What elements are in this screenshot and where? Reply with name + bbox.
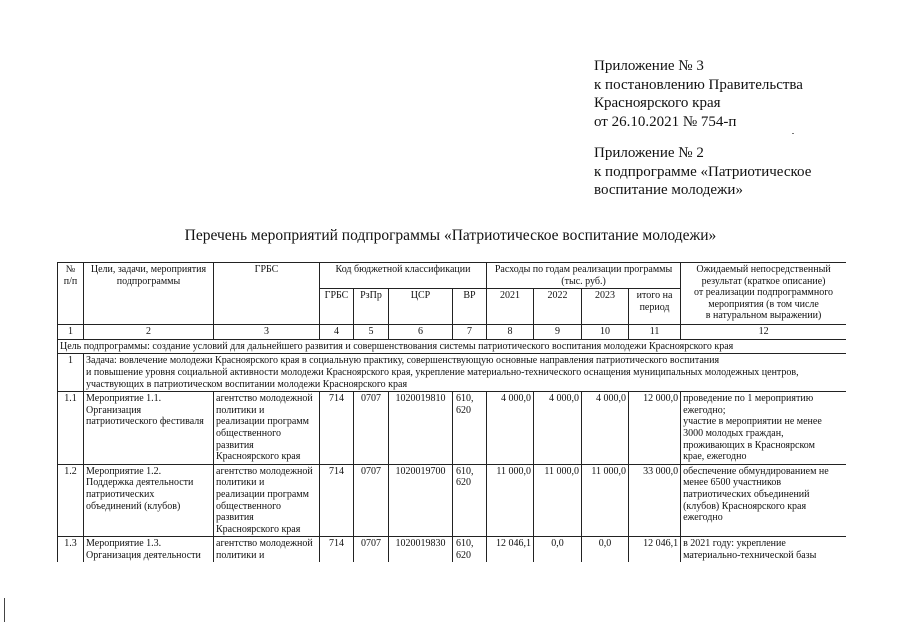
head-num: № п/п xyxy=(58,263,84,325)
goal-text: Цель подпрограммы: создание условий для дальнейшего развития и совершенствования системы патриотического воспитания молодежи Красноярского края xyxy=(58,339,847,354)
column-index: 7 xyxy=(453,325,487,340)
row-code-grbs: 714 xyxy=(320,464,354,537)
task-row xyxy=(58,354,847,392)
column-index-row xyxy=(58,325,847,340)
row-csr: 1020019810 xyxy=(389,392,453,465)
row-2022: 4 000,0 xyxy=(534,392,582,465)
row-grbs: агентство молодежной политики и реализации программ общественного развития Красноярского края xyxy=(214,464,320,537)
row-csr: 1020019700 xyxy=(389,464,453,537)
head-code-rzpr: РзПр xyxy=(354,289,389,325)
column-index: 6 xyxy=(389,325,453,340)
appendix-3-block xyxy=(594,57,803,131)
appendix-2-line: воспитание молодежи» xyxy=(594,182,743,198)
head-year-2021: 2021 xyxy=(487,289,534,325)
head-budget-code: Код бюджетной классификации xyxy=(320,263,487,289)
row-2021: 11 000,0 xyxy=(487,464,534,537)
scan-margin-mark xyxy=(4,598,5,622)
column-index: 5 xyxy=(354,325,389,340)
measures-table-container xyxy=(57,262,846,562)
row-total: 12 046,1 xyxy=(629,537,681,562)
row-2021: 12 046,1 xyxy=(487,537,534,562)
row-2022: 0,0 xyxy=(534,537,582,562)
head-code-grbs: ГРБС xyxy=(320,289,354,325)
row-name: Мероприятие 1.1. Организация патриотического фестиваля xyxy=(84,392,214,465)
appendix-3-line: Приложение № 3 xyxy=(594,58,704,74)
row-result: в 2021 году: укрепление материально-технической базы xyxy=(681,537,846,562)
row-name: Мероприятие 1.3. Организация деятельности xyxy=(84,537,214,562)
head-year-2023: 2023 xyxy=(582,289,629,325)
row-grbs: агентство молодежной политики и реализации программ общественного развития Красноярского края xyxy=(214,392,320,465)
appendix-2-line: к подпрограмме «Патриотическое xyxy=(594,163,812,180)
column-index: 3 xyxy=(214,325,320,340)
task-text: Задача: вовлечение молодежи Красноярского края в социальную практику, совершенствующую основные направления патриотического воспитания и повышение уровня социальной активности молодежи Красноярского края, укрепление материально-технического оснащения муниципальных молодежных центров, участвующих в патриотическом воспитании молодежи Красноярского края xyxy=(84,354,847,392)
head-goals: Цели, задачи, мероприятия подпрограммы xyxy=(84,263,214,325)
measures-table xyxy=(57,262,846,562)
head-code-vr: ВР xyxy=(453,289,487,325)
row-2021: 4 000,0 xyxy=(487,392,534,465)
row-csr: 1020019830 xyxy=(389,537,453,562)
row-vr: 610, 620 xyxy=(453,392,487,465)
row-rzpr: 0707 xyxy=(354,392,389,465)
head-result: Ожидаемый непосредственный результат (краткое описание) от реализации подпрограммного мероприятия (в том числе в натуральном выражении) xyxy=(681,263,846,325)
row-code-grbs: 714 xyxy=(320,392,354,465)
table-row xyxy=(58,537,847,562)
column-index: 10 xyxy=(582,325,629,340)
row-vr: 610, 620 xyxy=(453,464,487,537)
row-rzpr: 0707 xyxy=(354,464,389,537)
row-2022: 11 000,0 xyxy=(534,464,582,537)
row-num: 1.1 xyxy=(58,392,84,465)
goal-row xyxy=(58,339,847,354)
document-title: Перечень мероприятий подпрограммы «Патриотическое воспитание молодежи» xyxy=(184,227,717,244)
column-index: 4 xyxy=(320,325,354,340)
appendix-3-line: Красноярского края xyxy=(594,95,721,111)
table-row xyxy=(58,392,847,465)
appendix-3-line: к постановлению Правительства xyxy=(594,76,803,93)
task-num: 1 xyxy=(58,354,84,392)
row-total: 33 000,0 xyxy=(629,464,681,537)
row-num: 1.2 xyxy=(58,464,84,537)
column-index: 8 xyxy=(487,325,534,340)
column-index: 1 xyxy=(58,325,84,340)
row-vr: 610, 620 xyxy=(453,537,487,562)
column-index: 9 xyxy=(534,325,582,340)
row-code-grbs: 714 xyxy=(320,537,354,562)
row-grbs: агентство молодежной политики и xyxy=(214,537,320,562)
row-total: 12 000,0 xyxy=(629,392,681,465)
row-num: 1.3 xyxy=(58,537,84,562)
row-rzpr: 0707 xyxy=(354,537,389,562)
head-expenses: Расходы по годам реализации программы (тыс. руб.) xyxy=(487,263,681,289)
row-result: обеспечение обмундированием не менее 6500 участников патриотических объединений (клубов) Красноярского края ежегодно xyxy=(681,464,846,537)
head-grbs: ГРБС xyxy=(214,263,320,325)
row-2023: 11 000,0 xyxy=(582,464,629,537)
column-index: 12 xyxy=(681,325,846,340)
column-index: 2 xyxy=(84,325,214,340)
appendix-3-line: от 26.10.2021 № 754-п xyxy=(594,113,737,130)
column-index: 11 xyxy=(629,325,681,340)
table-row xyxy=(58,464,847,537)
row-2023: 4 000,0 xyxy=(582,392,629,465)
appendix-2-line: Приложение № 2 xyxy=(594,145,704,161)
appendix-2-block xyxy=(594,144,811,200)
row-name: Мероприятие 1.2. Поддержка деятельности патриотических объединений (клубов) xyxy=(84,464,214,537)
row-2023: 0,0 xyxy=(582,537,629,562)
head-year-2022: 2022 xyxy=(534,289,582,325)
row-result: проведение по 1 мероприятию ежегодно; участие в мероприятии не менее 3000 молодых граждан, проживающих в Красноярском крае, ежегодно xyxy=(681,392,846,465)
head-code-csr: ЦСР xyxy=(389,289,453,325)
head-total: итого на период xyxy=(629,289,681,325)
scan-speck xyxy=(792,133,794,134)
